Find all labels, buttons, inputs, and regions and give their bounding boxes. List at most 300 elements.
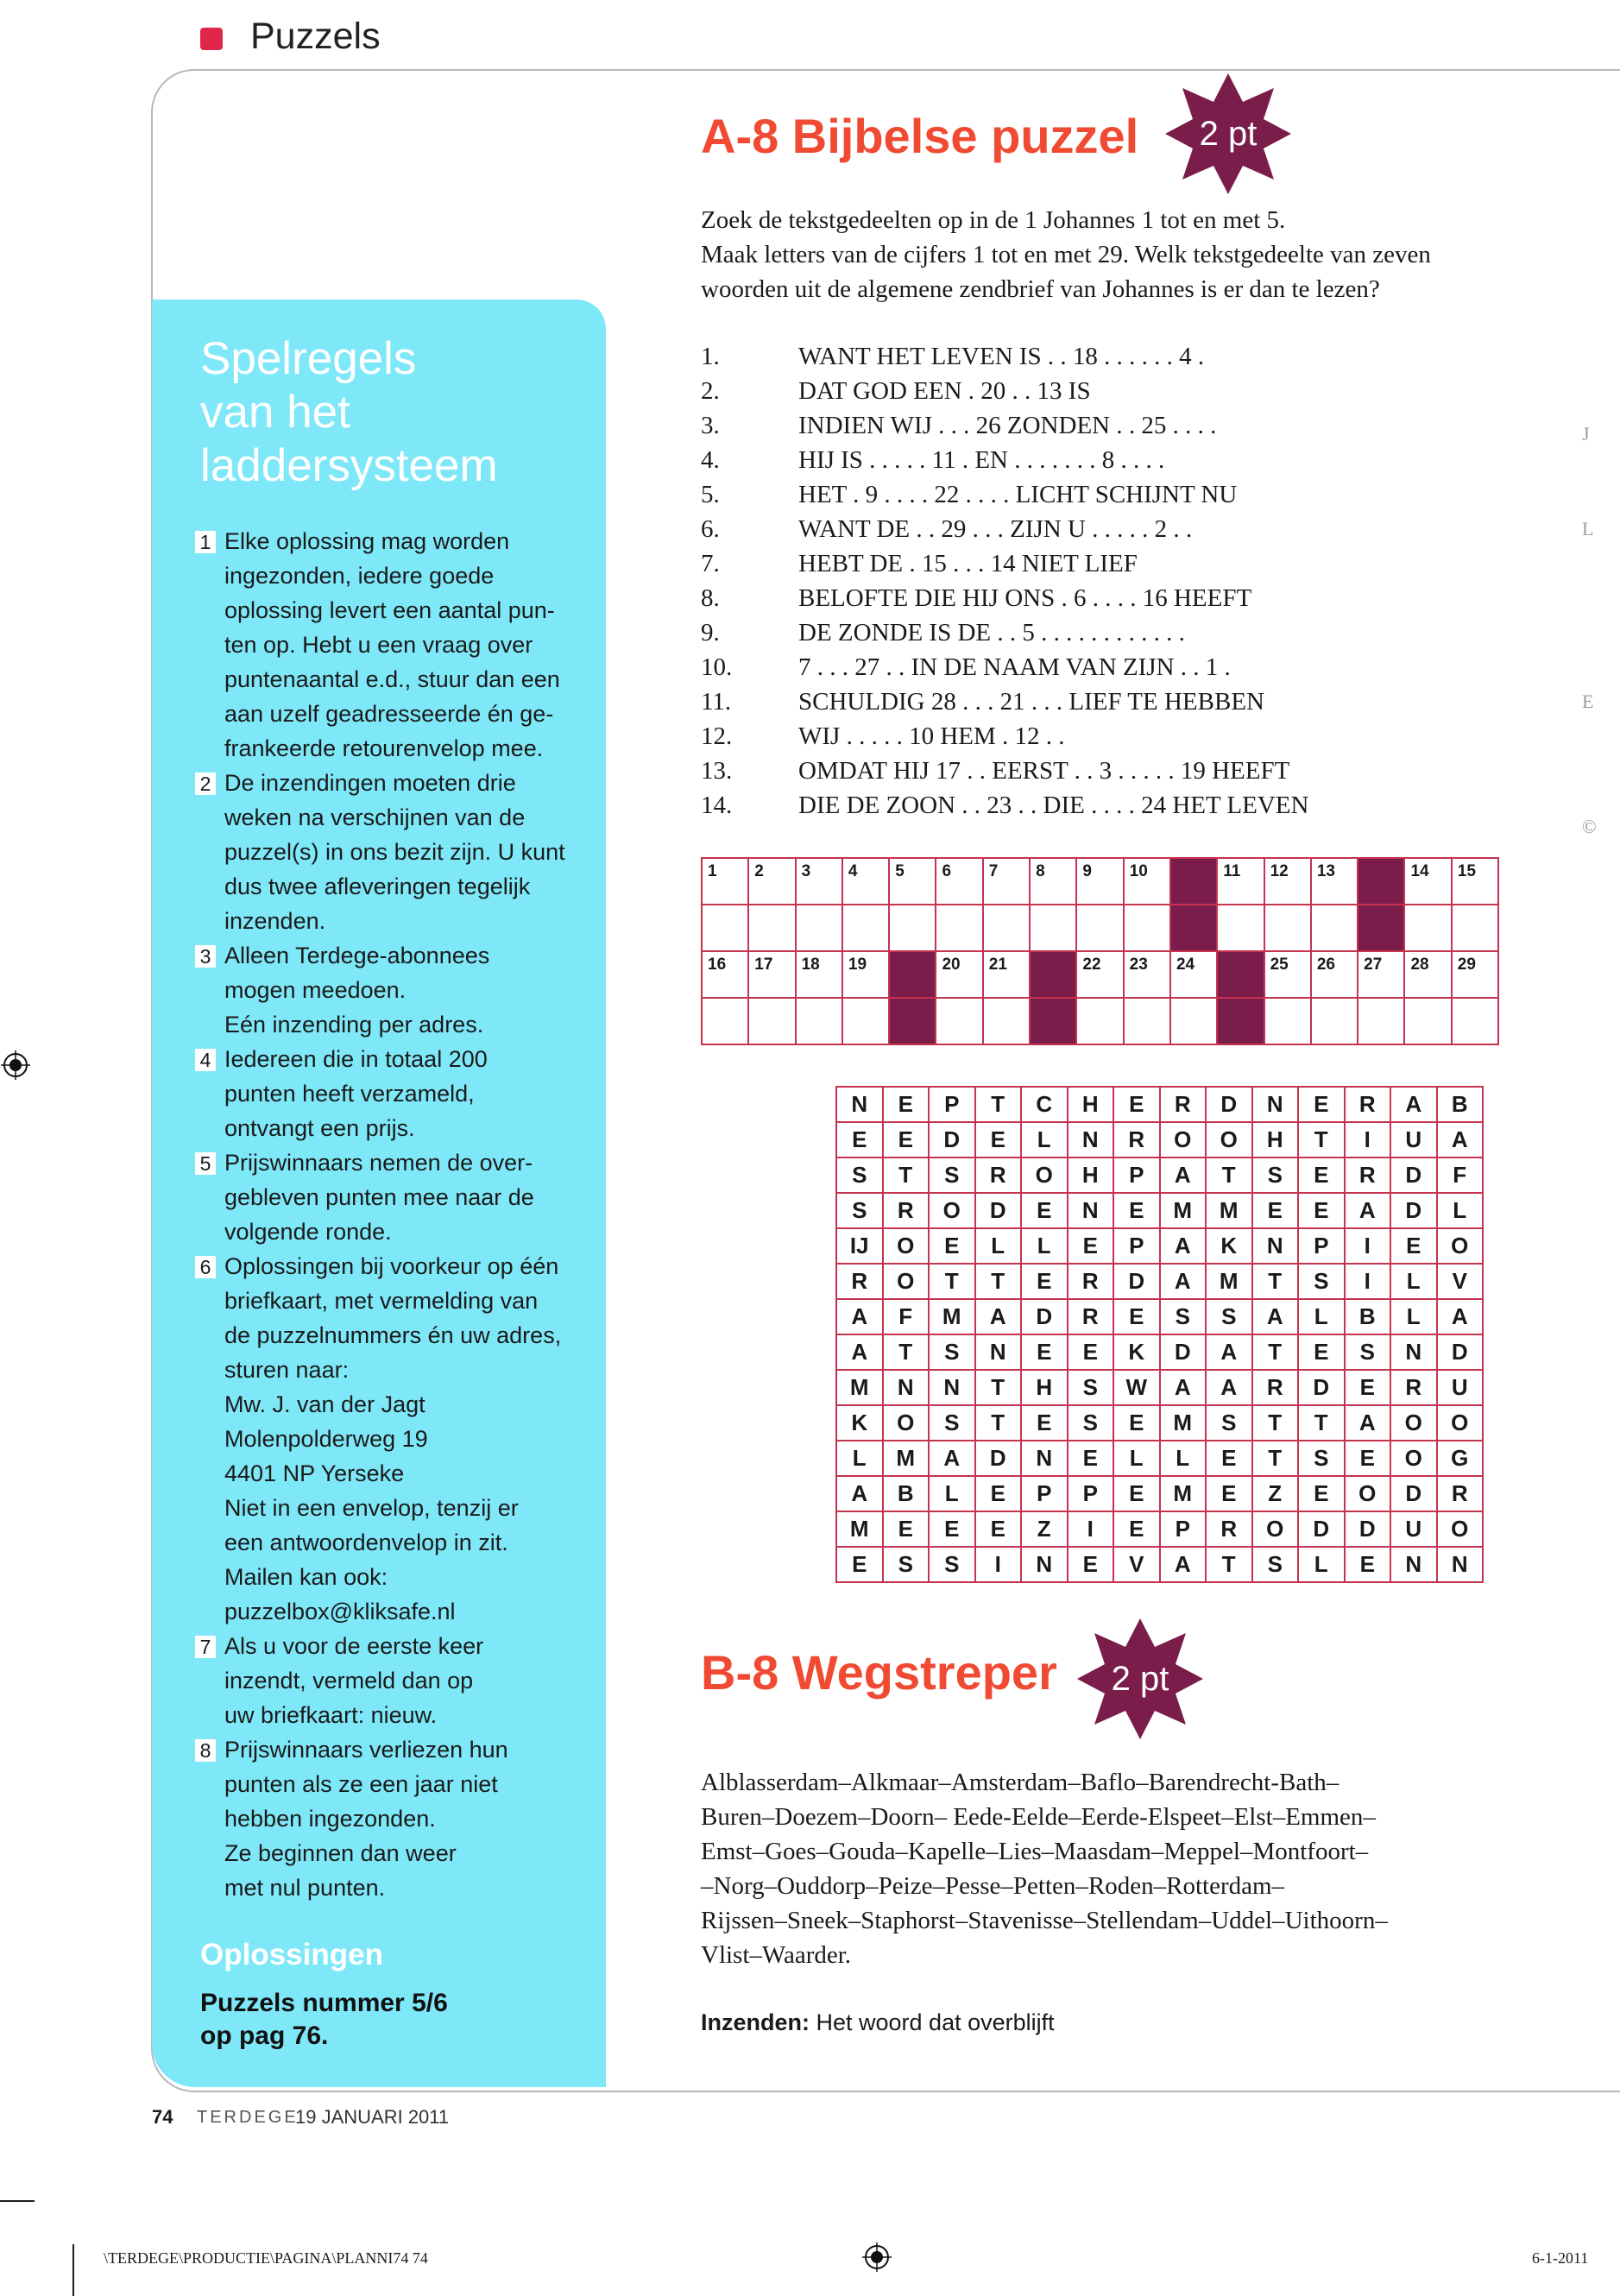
rule-text: Molenpolderweg 19 [224, 1426, 428, 1452]
word-search-cell: R [1206, 1511, 1252, 1547]
word-search-cell: A [1437, 1122, 1484, 1157]
word-search-cell: S [1252, 1547, 1299, 1582]
clue-row [701, 546, 1564, 581]
word-search-cell: N [1252, 1087, 1299, 1122]
word-search-cell: A [836, 1334, 883, 1370]
answer-block-cell [889, 951, 936, 998]
answer-number-cell [702, 951, 748, 998]
answer-block-cell [1217, 951, 1264, 998]
word-search-cell: E [1298, 1157, 1345, 1193]
word-search-cell: A [1160, 1547, 1207, 1582]
places-line: Vlist–Waarder. [701, 1941, 852, 1969]
rule-text: inzenden. [224, 908, 326, 934]
rule-text: briefkaart, met vermelding van [224, 1288, 539, 1314]
clue-row [701, 788, 1564, 823]
cell-number: 9 [1082, 862, 1092, 880]
answer-number-cell [936, 951, 982, 998]
clue-row [701, 615, 1564, 650]
cell-number: 23 [1129, 956, 1148, 974]
cell-number: 12 [1270, 862, 1289, 880]
clue-row [701, 374, 1564, 408]
word-search-cell: E [883, 1087, 930, 1122]
clue-number: 6. [701, 515, 720, 543]
margin-char: J [1582, 423, 1590, 445]
word-search-row [836, 1157, 1483, 1193]
places-line: –Norg–Ouddorp–Peize–Pesse–Petten–Roden–Rotterdam– [701, 1872, 1285, 1900]
word-search-cell: E [1345, 1441, 1391, 1476]
word-search-cell: M [1206, 1264, 1252, 1299]
clue-text: DE ZONDE IS DE . . 5 . . . . . . . . . . . . [798, 619, 1185, 647]
word-search-cell: E [1113, 1193, 1160, 1228]
word-search-cell: E [1298, 1193, 1345, 1228]
rule-text: ten op. Hebt u een vraag over [224, 632, 533, 658]
sidebar-title-line: van het [200, 387, 350, 438]
clue-text: OMDAT HIJ 17 . . EERST . . 3 . . . . . 19 HEEFT [798, 757, 1290, 785]
word-search-row [836, 1441, 1483, 1476]
answer-number-cell [796, 858, 842, 905]
word-search-cell: E [1298, 1087, 1345, 1122]
word-search-cell: T [975, 1264, 1022, 1299]
word-search-cell: N [1068, 1193, 1114, 1228]
rule-text: ingezonden, iedere goede [224, 563, 495, 589]
clue-row [701, 650, 1564, 684]
word-search-cell: I [1345, 1264, 1391, 1299]
word-search-cell: O [1252, 1511, 1299, 1547]
cell-number: 28 [1410, 956, 1429, 974]
answer-letter-cell [1076, 998, 1123, 1044]
word-search-cell: M [883, 1441, 930, 1476]
intro-line: Maak letters van de cijfers 1 tot en met 29. Welk tekstgedeelte van zeven [701, 241, 1431, 268]
answer-number-cell [1452, 858, 1498, 905]
answer-number-cell [748, 858, 795, 905]
rule-text: sturen naar: [224, 1357, 350, 1383]
cell-number: 24 [1176, 956, 1195, 974]
clue-number: 7. [701, 550, 720, 577]
print-date: 6-1-2011 [1532, 2249, 1589, 2267]
word-search-cell: S [929, 1157, 975, 1193]
places-list [701, 1765, 1573, 1972]
word-search-cell: E [1252, 1193, 1299, 1228]
word-search-cell: R [836, 1264, 883, 1299]
answer-letter-cell [702, 998, 748, 1044]
word-search-cell: E [1206, 1441, 1252, 1476]
rule-number: 1 [195, 531, 216, 553]
word-search-cell: E [1068, 1441, 1114, 1476]
word-search-cell: S [929, 1547, 975, 1582]
word-search-cell: P [1113, 1157, 1160, 1193]
cell-number: 16 [708, 956, 727, 974]
cell-number: 10 [1129, 862, 1148, 880]
sidebar-title-line: laddersysteem [200, 440, 498, 491]
word-search-cell: H [1068, 1157, 1114, 1193]
word-search-cell: T [883, 1334, 930, 1370]
answer-number-cell [889, 858, 936, 905]
answer-grid-number-row [702, 858, 1498, 905]
word-search-cell: P [1068, 1476, 1114, 1511]
submit-instruction [701, 2009, 1055, 2036]
cell-number: 19 [848, 956, 867, 974]
word-search-cell: A [1206, 1370, 1252, 1405]
rule-item [195, 1042, 583, 1145]
intro-line: Zoek de tekstgedeelten op in de 1 Johannes 1 tot en met 5. [701, 206, 1286, 234]
cell-number: 29 [1457, 956, 1476, 974]
answer-number-cell [1404, 858, 1451, 905]
word-search-cell: E [1345, 1547, 1391, 1582]
answer-block-cell [1170, 905, 1217, 951]
answer-block-cell [1217, 998, 1264, 1044]
clue-number: 3. [701, 412, 720, 439]
answer-number-cell [1076, 858, 1123, 905]
answer-number-cell [1264, 951, 1311, 998]
word-search-cell: O [883, 1228, 930, 1264]
word-search-cell: D [1390, 1157, 1437, 1193]
word-search-cell: I [1345, 1228, 1391, 1264]
word-search-cell: A [1160, 1157, 1207, 1193]
answer-grid-letter-row [702, 905, 1498, 951]
word-search-cell: R [1068, 1299, 1114, 1334]
points-badge-a [1163, 69, 1293, 199]
rule-item [195, 1145, 583, 1249]
word-search-cell: E [929, 1228, 975, 1264]
rule-number: 8 [195, 1739, 216, 1762]
rule-item [195, 938, 583, 1042]
answer-block-cell [1030, 951, 1076, 998]
registration-mark-icon [862, 2242, 892, 2272]
word-search-cell: H [1068, 1087, 1114, 1122]
word-search-cell: N [883, 1370, 930, 1405]
word-search-cell: O [1021, 1157, 1068, 1193]
clue-text: HIJ IS . . . . . 11 . EN . . . . . . . 8 . . . . [798, 446, 1165, 474]
word-search-row [836, 1228, 1483, 1264]
answer-letter-cell [1452, 998, 1498, 1044]
word-search-cell: Z [1252, 1476, 1299, 1511]
clue-number: 4. [701, 446, 720, 474]
answer-number-cell [936, 858, 982, 905]
cell-number: 20 [942, 956, 961, 974]
word-search-cell: T [975, 1370, 1022, 1405]
answer-letter-cell [889, 905, 936, 951]
word-search-cell: D [1298, 1511, 1345, 1547]
word-search-cell: A [1252, 1299, 1299, 1334]
word-search-cell: L [1437, 1193, 1484, 1228]
word-search-row [836, 1334, 1483, 1370]
cell-number: 8 [1036, 862, 1045, 880]
word-search-cell: L [929, 1476, 975, 1511]
places-line: Rijssen–Sneek–Staphorst–Stavenisse–Stellendam–Uddel–Uithoorn– [701, 1907, 1388, 1934]
word-search-cell: R [1113, 1122, 1160, 1157]
rule-number: 6 [195, 1256, 216, 1278]
rule-text: Als u voor de eerste keer [224, 1633, 484, 1659]
word-search-cell: L [1298, 1547, 1345, 1582]
word-search-row [836, 1122, 1483, 1157]
clue-row [701, 684, 1564, 719]
rule-text: hebben ingezonden. [224, 1806, 436, 1832]
word-search-cell: E [1113, 1299, 1160, 1334]
answer-number-cell [1358, 951, 1404, 998]
places-line: Buren–Doezem–Doorn– Eede-Eelde–Eerde-Elspeet–Elst–Emmen– [701, 1803, 1376, 1831]
word-search-cell: D [929, 1122, 975, 1157]
word-search-cell: E [929, 1511, 975, 1547]
word-search-cell: S [929, 1405, 975, 1441]
section-marker-icon [200, 28, 223, 50]
answer-number-cell [748, 951, 795, 998]
word-search-cell: E [1298, 1334, 1345, 1370]
word-search-cell: D [1021, 1299, 1068, 1334]
rule-text: Alleen Terdege-abonnees [224, 943, 490, 968]
word-search-cell: M [929, 1299, 975, 1334]
word-search-cell: W [1113, 1370, 1160, 1405]
answer-letter-cell [1264, 905, 1311, 951]
rule-text: mogen meedoen. [224, 977, 407, 1003]
rule-text: inzendt, vermeld dan op [224, 1668, 474, 1694]
cell-number: 6 [942, 862, 952, 880]
answer-number-cell [796, 951, 842, 998]
answer-letter-cell [1404, 905, 1451, 951]
word-search-cell: M [1160, 1193, 1207, 1228]
word-search-cell: E [836, 1547, 883, 1582]
word-search-cell: A [1160, 1370, 1207, 1405]
word-search-cell: S [1160, 1299, 1207, 1334]
word-search-cell: F [883, 1299, 930, 1334]
cell-number: 2 [754, 862, 764, 880]
answer-letter-cell [936, 905, 982, 951]
word-search-cell: E [1021, 1405, 1068, 1441]
rules-list [195, 524, 583, 1905]
word-search-cell: O [1345, 1476, 1391, 1511]
cell-number: 3 [801, 862, 811, 880]
cell-number: 22 [1082, 956, 1101, 974]
word-search-cell: A [1345, 1405, 1391, 1441]
answer-number-cell [1452, 951, 1498, 998]
word-search-cell: A [1206, 1334, 1252, 1370]
rule-item [195, 766, 583, 938]
answer-number-cell [1404, 951, 1451, 998]
answer-letter-cell [842, 998, 889, 1044]
margin-char: E [1582, 691, 1594, 712]
word-search-cell: M [836, 1370, 883, 1405]
cell-number: 4 [848, 862, 858, 880]
word-search-cell: O [1160, 1122, 1207, 1157]
word-search-cell: D [1206, 1087, 1252, 1122]
answer-letter-cell [1311, 998, 1358, 1044]
rule-text: volgende ronde. [224, 1219, 392, 1245]
answer-number-cell [1170, 951, 1217, 998]
word-search-cell: T [929, 1264, 975, 1299]
cell-number: 5 [895, 862, 905, 880]
answer-letter-cell [842, 905, 889, 951]
word-search-cell: S [836, 1193, 883, 1228]
word-search-cell: E [1021, 1193, 1068, 1228]
clue-number: 12. [701, 722, 733, 750]
rule-text: punten heeft verzameld, [224, 1081, 475, 1107]
solutions-line: op pag 76. [200, 2022, 329, 2050]
word-search-cell: P [1298, 1228, 1345, 1264]
answer-letter-cell [1264, 998, 1311, 1044]
word-search-cell: Z [1021, 1511, 1068, 1547]
answer-number-cell [983, 858, 1030, 905]
rule-text: gebleven punten mee naar de [224, 1184, 534, 1210]
clue-row [701, 581, 1564, 615]
word-search-cell: E [975, 1476, 1022, 1511]
word-search-cell: S [1298, 1264, 1345, 1299]
word-search-cell: R [1160, 1087, 1207, 1122]
word-search-cell: E [1113, 1405, 1160, 1441]
cell-number: 11 [1223, 862, 1241, 880]
rule-text: Mailen kan ook: [224, 1564, 388, 1590]
word-search-cell: T [1252, 1264, 1299, 1299]
rule-text: Eén inzending per adres. [224, 1012, 484, 1038]
word-search-cell: E [1206, 1476, 1252, 1511]
answer-number-cell [842, 858, 889, 905]
answer-letter-cell [936, 998, 982, 1044]
answer-letter-cell [702, 905, 748, 951]
word-search-cell: D [975, 1441, 1022, 1476]
word-search-cell: A [1345, 1193, 1391, 1228]
word-search-cell: L [1021, 1122, 1068, 1157]
word-search-cell: I [975, 1547, 1022, 1582]
margin-char: © [1582, 816, 1597, 837]
clue-number: 9. [701, 619, 720, 647]
rule-number: 7 [195, 1636, 216, 1658]
answer-block-cell [1358, 905, 1404, 951]
word-search-cell: T [1206, 1157, 1252, 1193]
intro-line: woorden uit de algemene zendbrief van Johannes is er dan te lezen? [701, 275, 1380, 303]
word-search-cell: R [1252, 1370, 1299, 1405]
word-search-row [836, 1476, 1483, 1511]
word-search-cell: E [1021, 1264, 1068, 1299]
answer-grid-letter-row [702, 998, 1498, 1044]
clue-text: DAT GOD EEN . 20 . . 13 IS [798, 377, 1091, 405]
word-search-cell: T [883, 1157, 930, 1193]
cell-number: 14 [1410, 862, 1429, 880]
word-search-cell: N [836, 1087, 883, 1122]
word-search-row [836, 1087, 1483, 1122]
answer-number-cell [1311, 858, 1358, 905]
word-search-cell: U [1390, 1511, 1437, 1547]
word-search-cell: L [1021, 1228, 1068, 1264]
word-search-cell: I [1068, 1511, 1114, 1547]
rule-text: Prijswinnaars nemen de over- [224, 1150, 533, 1176]
word-search-cell: A [1437, 1299, 1484, 1334]
submit-label: Inzenden: [701, 2009, 810, 2035]
word-search-cell: L [1390, 1264, 1437, 1299]
answer-letter-cell [1124, 998, 1170, 1044]
cell-number: 27 [1364, 956, 1383, 974]
cell-number: 15 [1457, 862, 1476, 880]
word-search-cell: S [1252, 1157, 1299, 1193]
answer-letter-cell [983, 905, 1030, 951]
word-search-cell: S [929, 1334, 975, 1370]
word-search-cell: N [1021, 1441, 1068, 1476]
clue-number: 8. [701, 584, 720, 612]
word-search-cell: O [1390, 1405, 1437, 1441]
word-search-cell: D [1298, 1370, 1345, 1405]
word-search-cell: S [1206, 1405, 1252, 1441]
word-search-cell: N [1437, 1547, 1484, 1582]
word-search-cell: O [1206, 1122, 1252, 1157]
rule-text: de puzzelnummers én uw adres, [224, 1322, 562, 1348]
word-search-cell: L [1390, 1299, 1437, 1334]
word-search-cell: T [975, 1405, 1022, 1441]
word-search-cell: D [1437, 1334, 1484, 1370]
word-search-cell: U [1437, 1370, 1484, 1405]
word-search-cell: R [1390, 1370, 1437, 1405]
clue-row [701, 512, 1564, 546]
rule-item [195, 1249, 583, 1629]
word-search-cell: E [1345, 1370, 1391, 1405]
word-search-cell: N [929, 1370, 975, 1405]
answer-letter-cell [1170, 998, 1217, 1044]
word-search-cell: D [1113, 1264, 1160, 1299]
word-search-cell: N [1252, 1228, 1299, 1264]
rule-text: Oplossingen bij voorkeur op één [224, 1253, 559, 1279]
word-search-grid [835, 1086, 1484, 1583]
word-search-cell: A [1160, 1264, 1207, 1299]
places-line: Emst–Goes–Gouda–Kapelle–Lies–Maasdam–Meppel–Montfoort– [701, 1838, 1369, 1865]
word-search-cell: E [1021, 1334, 1068, 1370]
issue-date: 19 JANUARI 2011 [295, 2106, 450, 2128]
answer-letter-cell [1076, 905, 1123, 951]
word-search-cell: S [1345, 1334, 1391, 1370]
rule-text: puzzel(s) in ons bezit zijn. U kunt [224, 839, 565, 865]
word-search-cell: P [929, 1087, 975, 1122]
word-search-cell: S [1068, 1370, 1114, 1405]
margin-char: L [1582, 518, 1594, 539]
word-search-cell: A [975, 1299, 1022, 1334]
answer-block-cell [889, 998, 936, 1044]
word-search-cell: V [1113, 1547, 1160, 1582]
clue-number: 2. [701, 377, 720, 405]
word-search-cell: M [1206, 1193, 1252, 1228]
word-search-cell: O [1437, 1511, 1484, 1547]
answer-letter-cell [796, 998, 842, 1044]
word-search-cell: E [1068, 1334, 1114, 1370]
rule-text: punten als ze een jaar niet [224, 1771, 498, 1797]
rule-text: Niet in een envelop, tenzij er [224, 1495, 519, 1521]
answer-block-cell [1170, 858, 1217, 905]
word-search-cell: N [1068, 1122, 1114, 1157]
word-search-row [836, 1193, 1483, 1228]
cell-number: 25 [1270, 956, 1289, 974]
clue-row [701, 754, 1564, 788]
word-search-cell: M [1160, 1476, 1207, 1511]
word-search-cell: T [1298, 1122, 1345, 1157]
word-search-cell: A [836, 1299, 883, 1334]
cell-number: 1 [708, 862, 717, 880]
clue-row [701, 339, 1564, 374]
answer-number-cell [1124, 951, 1170, 998]
cell-number: 7 [988, 862, 999, 880]
answer-letter-cell [748, 998, 795, 1044]
rule-text: Iedereen die in totaal 200 [224, 1046, 488, 1072]
word-search-cell: L [1298, 1299, 1345, 1334]
cell-number: 17 [754, 956, 773, 974]
word-search-cell: T [1252, 1405, 1299, 1441]
word-search-cell: N [1021, 1547, 1068, 1582]
puzzle-a-title: A-8 Bijbelse puzzel [701, 109, 1139, 163]
word-search-cell: S [883, 1547, 930, 1582]
word-search-cell: I [1345, 1122, 1391, 1157]
word-search-cell: L [1113, 1441, 1160, 1476]
rule-text: weken na verschijnen van de [224, 804, 526, 830]
clue-number: 10. [701, 653, 733, 681]
word-search-cell: L [836, 1441, 883, 1476]
cell-number: 13 [1316, 862, 1335, 880]
rule-text: De inzendingen moeten drie [224, 770, 516, 796]
rule-text: met nul punten. [224, 1875, 386, 1901]
word-search-cell: R [1437, 1476, 1484, 1511]
word-search-row [836, 1405, 1483, 1441]
